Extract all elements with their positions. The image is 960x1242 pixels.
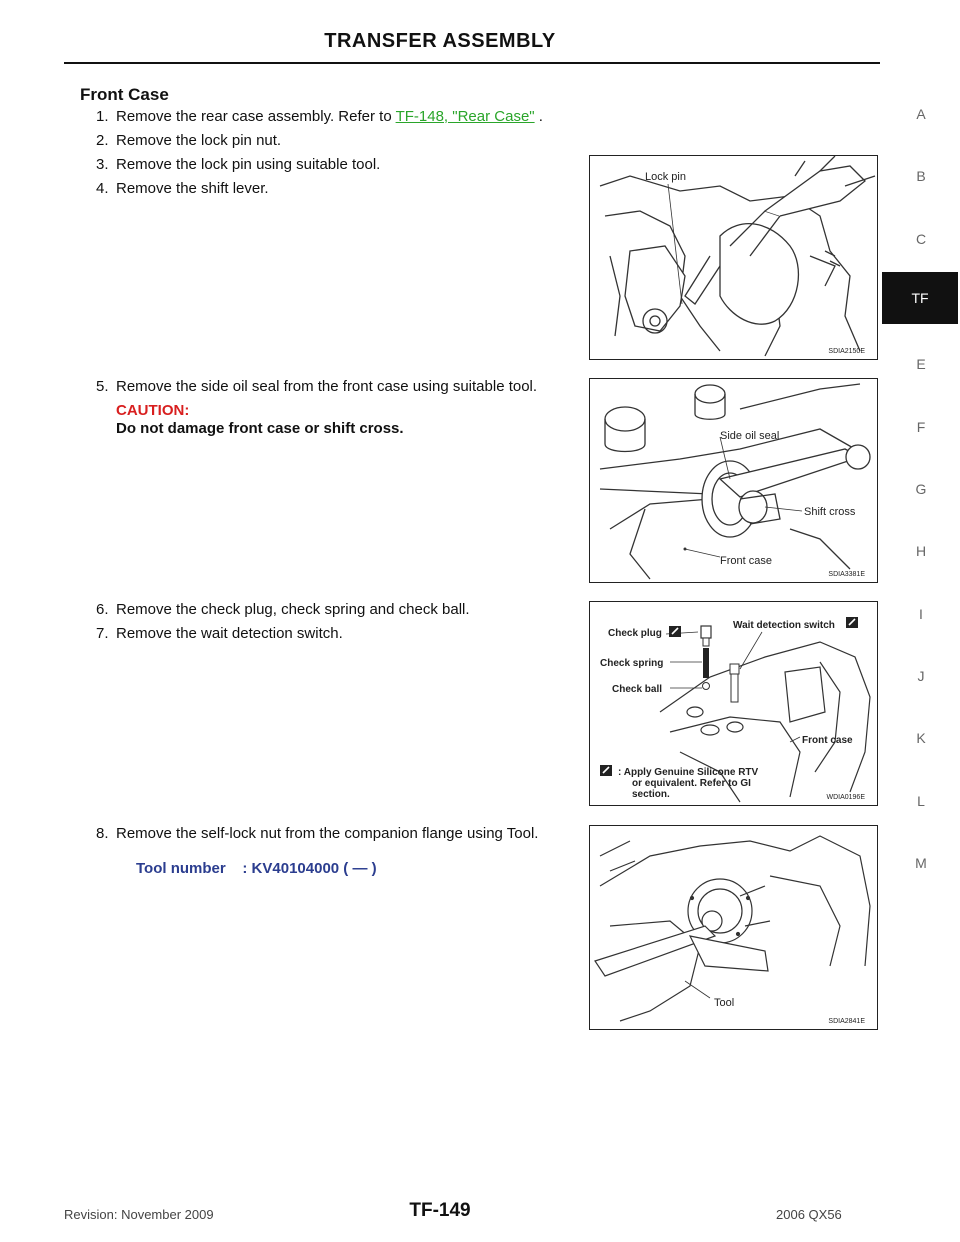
section-index-c[interactable]: C [915,231,927,247]
tool-number-label: Tool number [136,860,226,877]
note-line-1: : Apply Genuine Silicone RTV [618,767,759,778]
label-wait-detection-switch: Wait detection switch [733,620,835,631]
step-text: Remove the side oil seal from the front case using suitable tool. [116,378,538,395]
step-number: 2. [96,132,109,149]
label-tool: Tool [714,997,735,1009]
label-side-oil-seal: Side oil seal [720,430,780,442]
label-check-spring: Check spring [600,658,664,669]
label-lock-pin: Lock pin [645,171,686,183]
sealant-icon [669,626,681,637]
step-text-suffix: . [534,108,543,125]
figure-check-plug-illustration [590,602,878,806]
step-text: Remove the self-lock nut from the companion flange using Tool. [116,825,539,842]
section-index-h[interactable]: H [915,543,927,559]
figure-lock-pin-illustration [590,156,878,360]
step-2 [96,132,281,150]
step-number: 3. [96,156,109,173]
step-5 [96,378,537,396]
step-number: 6. [96,601,109,618]
figure-code: SDIA3381E [828,571,865,578]
sealant-icon [846,617,858,628]
footer-page-number: TF-149 [409,1200,471,1221]
figure-code: SDIA2841E [828,1018,865,1025]
figure-side-oil-seal-illustration [590,379,878,583]
sealant-icon [600,765,612,776]
section-index-tf-active[interactable]: TF [882,272,958,324]
figure-side-oil-seal [589,378,878,583]
step-text: Remove the wait detection switch. [116,625,343,642]
figure-tool-illustration [590,826,878,1030]
tool-number-value: : KV40104000 ( — ) [242,860,377,877]
section-index-k[interactable]: K [916,730,926,746]
label-check-plug: Check plug [608,628,662,639]
caution-label: CAUTION: [116,402,190,419]
label-check-ball: Check ball [612,684,663,695]
tool-number-line [136,860,377,877]
step-text: Remove the lock pin using suitable tool. [116,156,381,173]
section-index-m[interactable]: M [915,855,927,871]
figure-check-plug [589,601,878,806]
rear-case-link[interactable]: TF-148, "Rear Case" [395,108,535,125]
step-8 [96,825,538,843]
section-index-b[interactable]: B [916,168,926,184]
section-index-g[interactable]: G [915,481,927,497]
step-number: 1. [96,108,109,125]
step-number: 4. [96,180,109,197]
step-number: 5. [96,378,109,395]
figure-tool [589,825,878,1030]
step-1 [96,108,543,126]
figure-code: WDIA0196E [826,794,865,801]
section-index-e[interactable]: E [916,356,926,372]
section-index-a[interactable]: A [916,106,926,122]
section-index-i[interactable]: I [919,606,923,622]
section-index-l[interactable]: L [917,793,925,809]
step-7 [96,625,343,643]
label-front-case: Front case [720,555,772,567]
section-index-j[interactable]: J [917,668,925,684]
footer-revision: Revision: November 2009 [64,1207,214,1222]
label-shift-cross: Shift cross [804,506,856,518]
figure-code: SDIA2150E [828,348,865,355]
figure-lock-pin [589,155,878,360]
section-index-f[interactable]: F [916,419,926,435]
step-number: 8. [96,825,109,842]
note-line-3: section. [632,789,670,800]
step-3 [96,156,380,174]
note-line-2: or equivalent. Refer to GI [632,778,751,789]
step-text: Remove the rear case assembly. Refer to [116,108,396,125]
step-4 [96,180,269,198]
step-text: Remove the check plug, check spring and check ball. [116,601,470,618]
step-text: Remove the lock pin nut. [116,132,282,149]
step-number: 7. [96,625,109,642]
caution-text: Do not damage front case or shift cross. [116,420,404,437]
page-header-title: TRANSFER ASSEMBLY [324,30,556,52]
footer-model: 2006 QX56 [776,1207,842,1222]
section-title: Front Case [80,85,169,104]
step-text: Remove the shift lever. [116,180,269,197]
header-rule [64,62,880,64]
step-6 [96,601,470,619]
label-front-case: Front case [802,735,853,746]
